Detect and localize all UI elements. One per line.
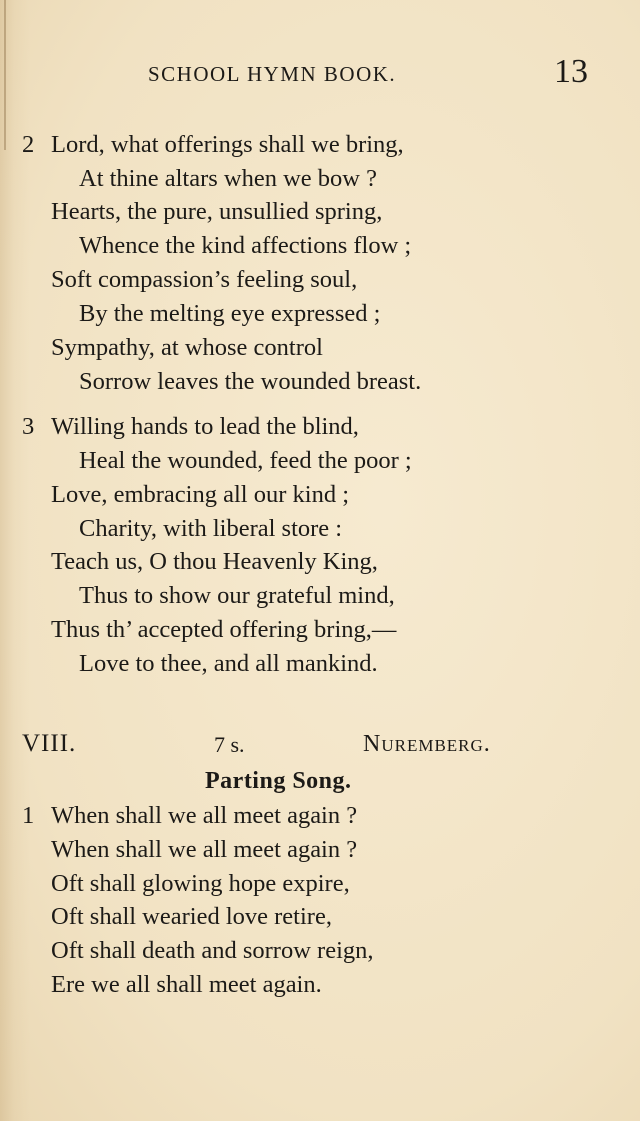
verse-line: Love to thee, and all mankind.: [79, 650, 378, 677]
verse-line: Love, embracing all our kind ;: [51, 481, 349, 508]
tune-name: Nuremberg.: [363, 731, 491, 757]
verse-line: Charity, with liberal store :: [79, 515, 343, 542]
running-head: SCHOOL HYMN BOOK.: [148, 62, 397, 86]
verse-line: Heal the wounded, feed the poor ;: [79, 447, 412, 474]
verse-line: By the melting eye expressed ;: [79, 300, 381, 327]
verse-line: When shall we all meet again ?: [51, 836, 358, 863]
verse-line: Thus th’ accepted offering bring,—: [51, 616, 397, 643]
verse-line: Oft shall wearied love retire,: [51, 903, 332, 930]
verse-line: At thine altars when we bow ?: [79, 165, 377, 192]
verse-line: Ere we all shall meet again.: [51, 971, 322, 998]
page-number: 13: [554, 53, 588, 90]
verse-line: Thus to show our grateful mind,: [79, 582, 395, 609]
hymn-number: VIII.: [22, 730, 77, 757]
verse-line: Hearts, the pure, unsullied spring,: [51, 198, 383, 225]
page-edge: [4, 0, 6, 150]
stanza-number: 2: [22, 131, 35, 158]
verse-line: Oft shall glowing hope expire,: [51, 870, 350, 897]
verse-line: Whence the kind affections flow ;: [79, 232, 412, 259]
hymn-meter: 7 s.: [214, 732, 245, 757]
stanza-number: 1: [22, 802, 35, 829]
verse-line: Teach us, O thou Heavenly King,: [51, 548, 378, 575]
verse-line: Sympathy, at whose control: [51, 334, 323, 361]
verse-line: Lord, what offerings shall we bring,: [51, 131, 404, 158]
verse-line: Oft shall death and sorrow reign,: [51, 937, 374, 964]
verse-line: Sorrow leaves the wounded breast.: [79, 368, 422, 395]
stanza-number: 3: [22, 413, 35, 440]
verse-line: Willing hands to lead the blind,: [51, 413, 359, 440]
hymn-title: Parting Song.: [205, 768, 352, 794]
verse-line: When shall we all meet again ?: [51, 802, 358, 829]
verse-line: Soft compassion’s feeling soul,: [51, 266, 358, 293]
